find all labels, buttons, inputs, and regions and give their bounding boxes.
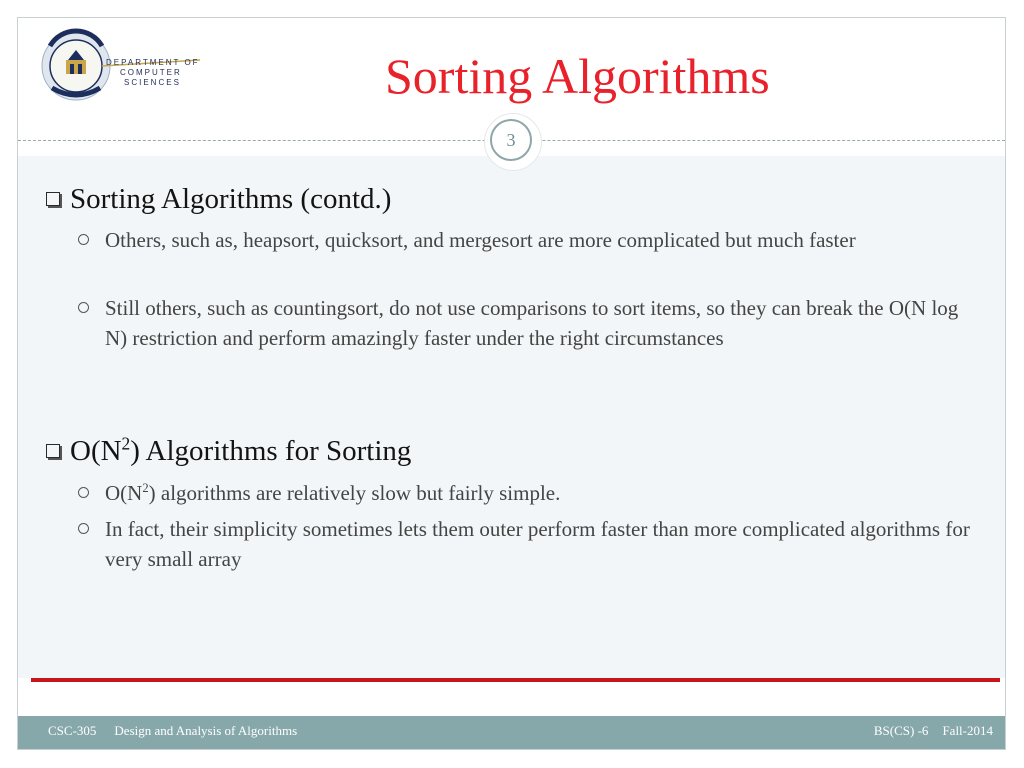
circle-bullet-icon xyxy=(78,523,89,534)
circle-bullet-icon xyxy=(78,487,89,498)
list-item: Still others, such as countingsort, do not use comparisons to sort items, so they can break the O(N log N) restriction and perform amazingly faster under the right circumstances xyxy=(105,293,975,353)
accent-bar xyxy=(31,678,1000,682)
circle-bullet-icon xyxy=(78,302,89,313)
section-heading: Sorting Algorithms (contd.) xyxy=(46,182,391,216)
checkbox-bullet-icon xyxy=(46,192,60,206)
program-label: BS(CS) -6 xyxy=(873,723,929,738)
checkbox-bullet-icon xyxy=(46,444,60,458)
list-item: $O(N^2)$ algorithms are relatively slow but fairly simple. xyxy=(105,478,975,508)
department-label: DEPARTMENT OF COMPUTER SCIENCES xyxy=(106,58,200,87)
section-heading: $O(N^2)$ Algorithms for Sorting xyxy=(46,434,411,468)
list-item: In fact, their simplicity sometimes lets them outer perform faster than more complicated algorithms for very small array xyxy=(105,514,975,574)
slide-footer xyxy=(18,716,1005,749)
circle-bullet-icon xyxy=(78,234,89,245)
slide-number: 3 xyxy=(490,119,532,161)
slide-title: Sorting Algorithms xyxy=(385,48,770,104)
list-item: Others, such as, heapsort, quicksort, and mergesort are more complicated but much faster xyxy=(105,225,975,255)
course-name: Design and Analysis of Algorithms xyxy=(114,723,298,738)
term-label: Fall-2014 xyxy=(942,723,993,738)
course-code: CSC-305 xyxy=(48,723,97,738)
